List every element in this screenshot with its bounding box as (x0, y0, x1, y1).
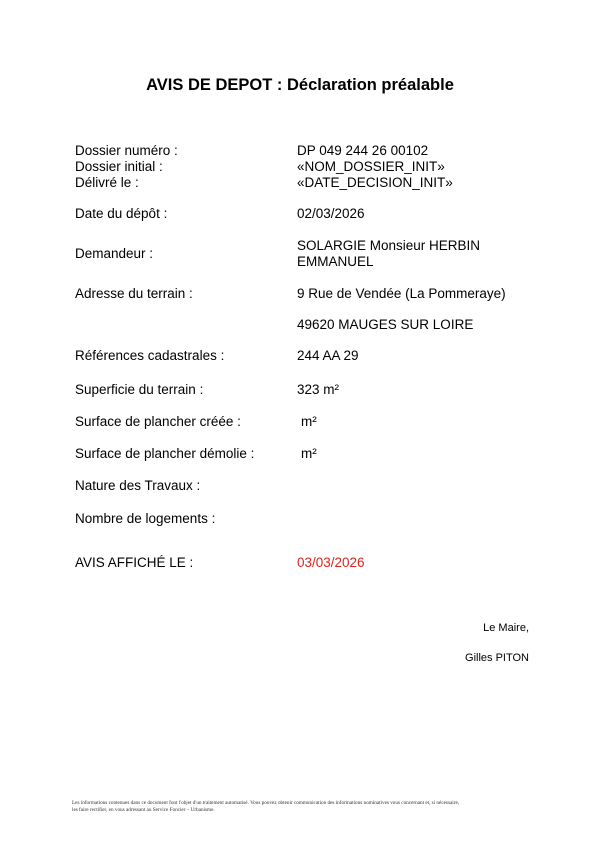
adresse-value-line1: 9 Rue de Vendée (La Pommeraye) (297, 286, 506, 301)
surface-creee-label: Surface de plancher créée : (75, 414, 241, 429)
page-title: AVIS DE DEPOT : Déclaration préalable (146, 76, 454, 94)
references-value: 244 AA 29 (297, 348, 359, 363)
footer-line-2: les faire rectifier, en vous adressant au Service Foncier – Urbanisme. (72, 807, 215, 813)
dossier-numero-label: Dossier numéro : (75, 143, 178, 158)
superficie-value: 323 m² (297, 382, 340, 397)
surface-creee-value: m² (301, 414, 317, 429)
adresse-label: Adresse du terrain : (75, 286, 193, 301)
signature-role: Le Maire, (483, 622, 529, 634)
superficie-label: Superficie du terrain : (75, 382, 204, 397)
dossier-initial-value: «NOM_DOSSIER_INIT» (297, 159, 445, 174)
date-depot-label: Date du dépôt : (75, 206, 168, 221)
avis-affiche-label: AVIS AFFICHÉ LE : (75, 555, 194, 570)
nature-travaux-label: Nature des Travaux : (75, 478, 201, 493)
demandeur-value-line1: SOLARGIE Monsieur HERBIN (297, 238, 481, 253)
dossier-numero-value: DP 049 244 26 00102 (297, 143, 429, 158)
signature-name: Gilles PITON (465, 652, 529, 664)
delivre-le-value: «DATE_DECISION_INIT» (297, 175, 453, 190)
demandeur-label: Demandeur : (75, 246, 154, 261)
date-depot-value: 02/03/2026 (297, 206, 365, 221)
references-label: Références cadastrales : (75, 348, 225, 363)
footer-line-1: Les informations contenues dans ce document font l'objet d'un traitement automatisé. Vous pouvez obtenir communication des informations nominatives vous concernant et, si nécessaire, (72, 800, 460, 806)
legal-footer (72, 800, 532, 814)
nombre-logements-label: Nombre de logements : (75, 511, 216, 526)
delivre-le-label: Délivré le : (75, 175, 139, 190)
adresse-value-line2: 49620 MAUGES SUR LOIRE (297, 317, 474, 332)
surface-demolie-label: Surface de plancher démolie : (75, 446, 255, 461)
demandeur-value-line2: EMMANUEL (297, 254, 374, 269)
avis-affiche-value: 03/03/2026 (297, 555, 365, 570)
surface-demolie-value: m² (301, 446, 317, 461)
dossier-initial-label: Dossier initial : (75, 159, 163, 174)
